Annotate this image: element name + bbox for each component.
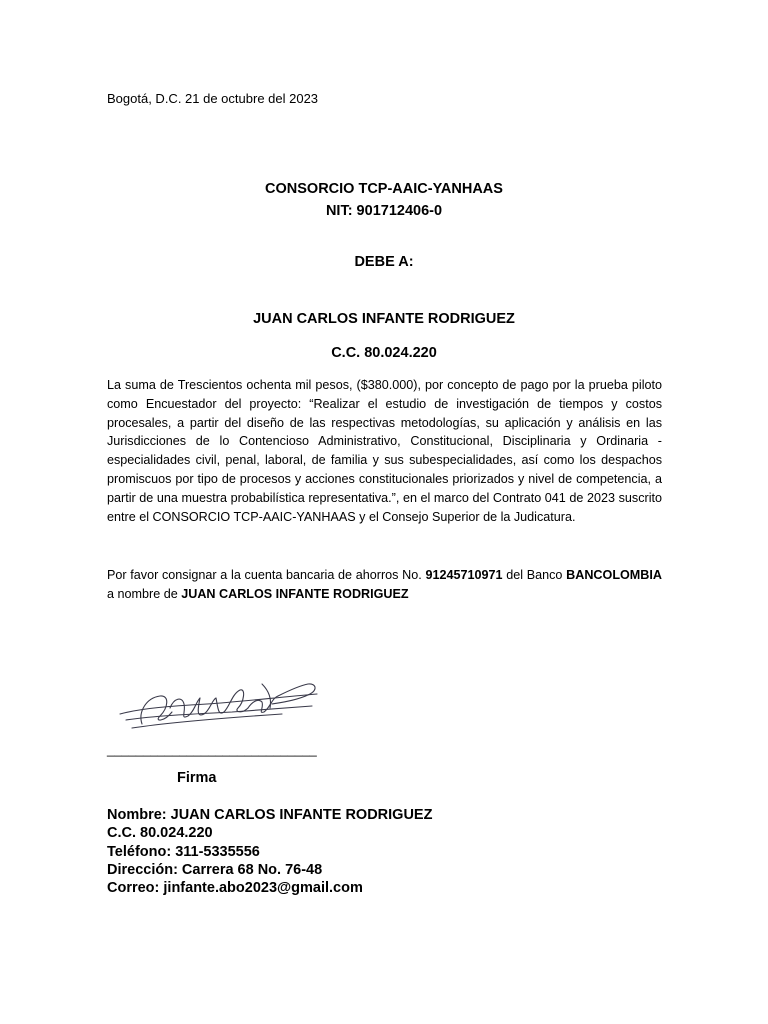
bank-name: BANCOLOMBIA: [566, 568, 662, 582]
signer-address: Dirección: Carrera 68 No. 76-48: [107, 861, 323, 878]
payment-instructions: [107, 566, 662, 604]
account-holder: JUAN CARLOS INFANTE RODRIGUEZ: [181, 586, 409, 601]
concept-paragraph: La suma de Trescientos ochenta mil pesos, ($380.000), por concepto de pago por la prueba piloto como Encuestador del proyecto: “Realizar el estudio de investigación de tiempos y costos procesales, a partir del diseño de las respectivas metodologías, su aplicación y análisis en las Jurisdicciones de lo Contencioso Administrativo, Constitucional, Disciplinaria y Ordinaria - especialidades civil, penal, laboral, de familia y sus subespecialidades, así como los despachos promiscuos por tipo de procesos y acciones constitucionales priorizados y nivel de competencia, a partir de una muestra probabilística representativa.”, en el marco del Contrato 041 de 2023 suscrito entre el CONSORCIO TCP-AAIC-YANHAAS y el Consejo Superior de la Judicatura.: [107, 378, 662, 524]
signer-details: [107, 806, 432, 897]
payment-text-1: Por favor consignar a la cuenta bancaria de ahorros No.: [107, 568, 426, 582]
creditor-name: CONSORCIO TCP-AAIC-YANHAAS: [265, 181, 503, 197]
signature-label: Firma: [177, 770, 217, 786]
signer-email: Correo: jinfante.abo2023@gmail.com: [107, 880, 363, 897]
date-line: Bogotá, D.C. 21 de octubre del 2023: [107, 91, 319, 106]
debe-a-heading: DEBE A:: [354, 254, 414, 270]
signer-cc: C.C. 80.024.220: [107, 825, 213, 842]
payment-text-2: del Banco: [502, 568, 567, 582]
debtor-cc: C.C. 80.024.220: [331, 345, 437, 361]
signature-line: _____________________________: [107, 742, 317, 757]
signer-phone: Teléfono: 311-5335556: [107, 843, 260, 860]
creditor-nit: NIT: 901712406-0: [325, 203, 443, 219]
account-number: 91245710971: [425, 568, 503, 582]
signer-name: Nombre: JUAN CARLOS INFANTE RODRIGUEZ: [107, 807, 433, 823]
handwritten-signature: [112, 668, 327, 740]
payment-text-3: a nombre de: [107, 586, 182, 601]
debtor-name: JUAN CARLOS INFANTE RODRIGUEZ: [253, 311, 515, 327]
